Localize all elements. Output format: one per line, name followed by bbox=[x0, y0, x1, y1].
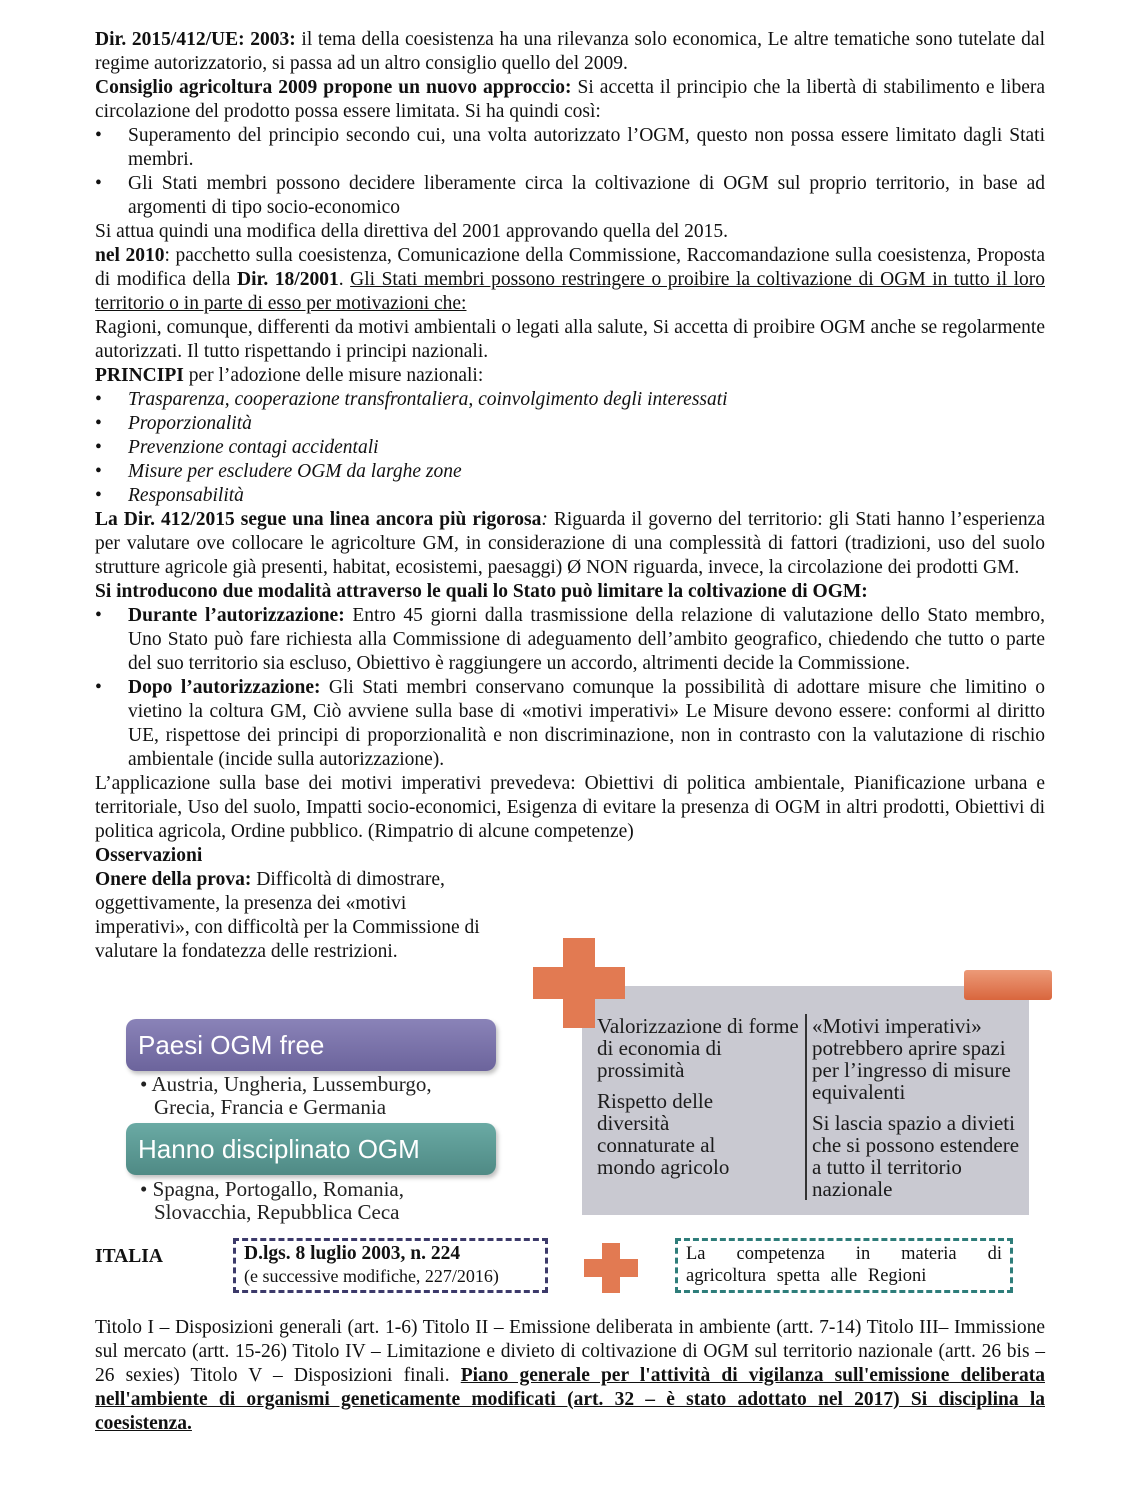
hanno-disciplinato-box: Hanno disciplinato OGM bbox=[126, 1123, 496, 1175]
italia-label: ITALIA bbox=[95, 1246, 163, 1267]
list-item: • Prevenzione contagi accidentali bbox=[95, 437, 379, 458]
contro-item-2: Si lascia spazio a divieti che si possono estendere a tutto il territorio nazionale bbox=[812, 1111, 1020, 1201]
law-reference-box: D.lgs. 8 luglio 2003, n. 224 (e successive modifiche, 227/2016) bbox=[233, 1238, 548, 1293]
list-item: • Proporzionalità bbox=[95, 413, 252, 434]
paragraph-applicazione: L’applicazione sulla base dei motivi imperativi prevedeva: Obiettivi di politica ambientale, Pianificazione urbana e territoriale, Uso del suolo, Impatti socio-economici, Esigenza di evitare la presenza di OGM in altri prodotti, Obiettivi di politica agricola, Ordine pubblico. (Rimpatrio di alcune competenze) bbox=[95, 773, 1045, 842]
hanno-disciplinato-list: • Spagna, Portogallo, Romania, Slovacchia, Repubblica Ceca bbox=[140, 1177, 404, 1224]
paragraph-modifica: Si attua quindi una modifica della direttiva del 2001 approvando quella del 2015. bbox=[95, 221, 729, 242]
paragraph-modalita: Si introducono due modalità attraverso le quali lo Stato può limitare la coltivazione di OGM: bbox=[95, 581, 868, 602]
bullet-icon: • bbox=[95, 677, 102, 698]
heading-osservazioni: Osservazioni bbox=[95, 845, 203, 866]
bullet-list-principi bbox=[95, 388, 1045, 508]
bullet-icon: • bbox=[95, 173, 102, 194]
competenza-box: La competenza in materia di agricoltura spetta alle Regioni bbox=[675, 1238, 1013, 1293]
pro-item-2: Rispetto delle diversità connaturate al mondo agricolo bbox=[597, 1089, 730, 1179]
plus-icon bbox=[584, 1243, 638, 1293]
bullet-list-approach bbox=[95, 124, 1045, 220]
list-item: • Superamento del principio secondo cui, una volta autorizzato l’OGM, questo non possa essere limitato dagli Stati membri. bbox=[95, 125, 1045, 170]
list-item: • Durante l’autorizzazione: Entro 45 giorni dalla trasmissione della relazione di valutazione dello Stato membro, Uno Stato può fare richiesta alla Commissione di adeguamento dell’ambito geografico, chiedendo che tutto o parte del suo territorio sia escluso, Obiettivo è raggiungere un accordo, altrimenti decide la Commissione. bbox=[95, 605, 1046, 674]
list-item: • Responsabilità bbox=[95, 485, 244, 506]
minus-icon bbox=[964, 970, 1052, 1000]
list-item: • Gli Stati membri possono decidere liberamente circa la coltivazione di OGM sul proprio territorio, in base ad argomenti di tipo socio-economico bbox=[95, 173, 1045, 218]
list-item: • Misure per escludere OGM da larghe zone bbox=[95, 461, 462, 482]
paragraph-dir-2015: Dir. 2015/412/UE: 2003: il tema della coesistenza ha una rilevanza solo economica, Le altre tematiche sono tutelate dal regime autorizzatorio, si passa ad un altro consiglio quello del 2009. bbox=[95, 29, 1045, 74]
paragraph-ragioni: Ragioni, comunque, differenti da motivi ambientali o legati alla salute, Si accetta di proibire OGM anche se regolarmente autorizzati. Il tutto rispettando i principi nazionali. bbox=[95, 317, 1045, 362]
paragraph-consiglio-2009: Consiglio agricoltura 2009 propone un nuovo approccio: Si accetta il principio che la libertà di stabilimento e libera circolazione del prodotto possa essere limitata. Si ha quindi così: bbox=[95, 77, 1045, 122]
paragraph-dir-412: La Dir. 412/2015 segue una linea ancora più rigorosa: Riguarda il governo del territorio: gli Stati hanno l’esperienza per valutare ove collocare le agricolture GM, in considerazione di una complessità di fattori (tradizioni, uso del suolo strutture agricole già presenti, habitat, ecosistemi, paesaggi) Ø NON riguarda, invece, la circolazione dei prodotti GM. bbox=[95, 509, 1045, 578]
bullet-list-modalita bbox=[95, 604, 1045, 772]
contro-item-1: «Motivi imperativi» potrebbero aprire spazi per l’ingresso di misure equivalenti bbox=[812, 1014, 1011, 1104]
bullet-icon: • bbox=[95, 485, 102, 506]
list-item: • Trasparenza, cooperazione transfrontaliera, coinvolgimento degli interessati bbox=[95, 389, 728, 410]
paesi-ogm-free-box: Paesi OGM free bbox=[126, 1019, 496, 1071]
bullet-icon: • bbox=[95, 125, 102, 146]
paesi-ogm-free-list: • Austria, Ungheria, Lussemburgo, Grecia, Francia e Germania bbox=[140, 1072, 432, 1119]
bullet-icon: • bbox=[95, 413, 102, 434]
paragraph-titoli: Titolo I – Disposizioni generali (art. 1-6) Titolo II – Emissione deliberata in ambiente (artt. 7-14) Titolo III– Immissione sul mercato (artt. 15-26) Titolo IV – Limitazione e divieto di coltivazione di OGM sul territorio nazionale (artt. 26 bis – 26 sexies) Titolo V – Disposizioni finali. Piano generale per l'attività di vigilanza sull'emissione deliberata nell'ambiente di organismi geneticamente modificati (art. 32 – è stato adottato nel 2017) Si disciplina la coesistenza. bbox=[95, 1317, 1045, 1434]
bullet-icon: • bbox=[95, 461, 102, 482]
paragraph-2010: nel 2010: pacchetto sulla coesistenza, Comunicazione della Commissione, Raccomandazione sulla coesistenza, Proposta di modifica della Dir. 18/2001. Gli Stati membri possono restringere o proibire la coltivazione di OGM in tutto il loro territorio o in parte di esso per motivazioni che: bbox=[95, 245, 1045, 314]
paragraph-principi: PRINCIPI per l’adozione delle misure nazionali: bbox=[95, 365, 484, 386]
bullet-icon: • bbox=[95, 389, 102, 410]
panel-divider bbox=[805, 1014, 807, 1200]
bullet-icon: • bbox=[95, 605, 102, 626]
document-page bbox=[95, 28, 1045, 964]
list-item: • Dopo l’autorizzazione: Gli Stati membri conservano comunque la possibilità di adottare misure che limitino o vietino la coltura GM, Ciò avviene sulla base di «motivi imperativi» Le Misure devono essere: conformi al diritto UE, rispettose dei principi di proporzionalità e non discriminazione, non in contrasto con la valutazione di rischio ambientale (incide sulla autorizzazione). bbox=[95, 677, 1045, 770]
paragraph-onere: Onere della prova: Difficoltà di dimostrare, oggettivamente, la presenza dei «motivi imperativi», con difficoltà per la Commissione di valutare la fondatezza delle restrizioni. bbox=[95, 869, 480, 962]
bullet-icon: • bbox=[95, 437, 102, 458]
pro-item-1: Valorizzazione di forme di economia di prossimità bbox=[597, 1014, 799, 1082]
